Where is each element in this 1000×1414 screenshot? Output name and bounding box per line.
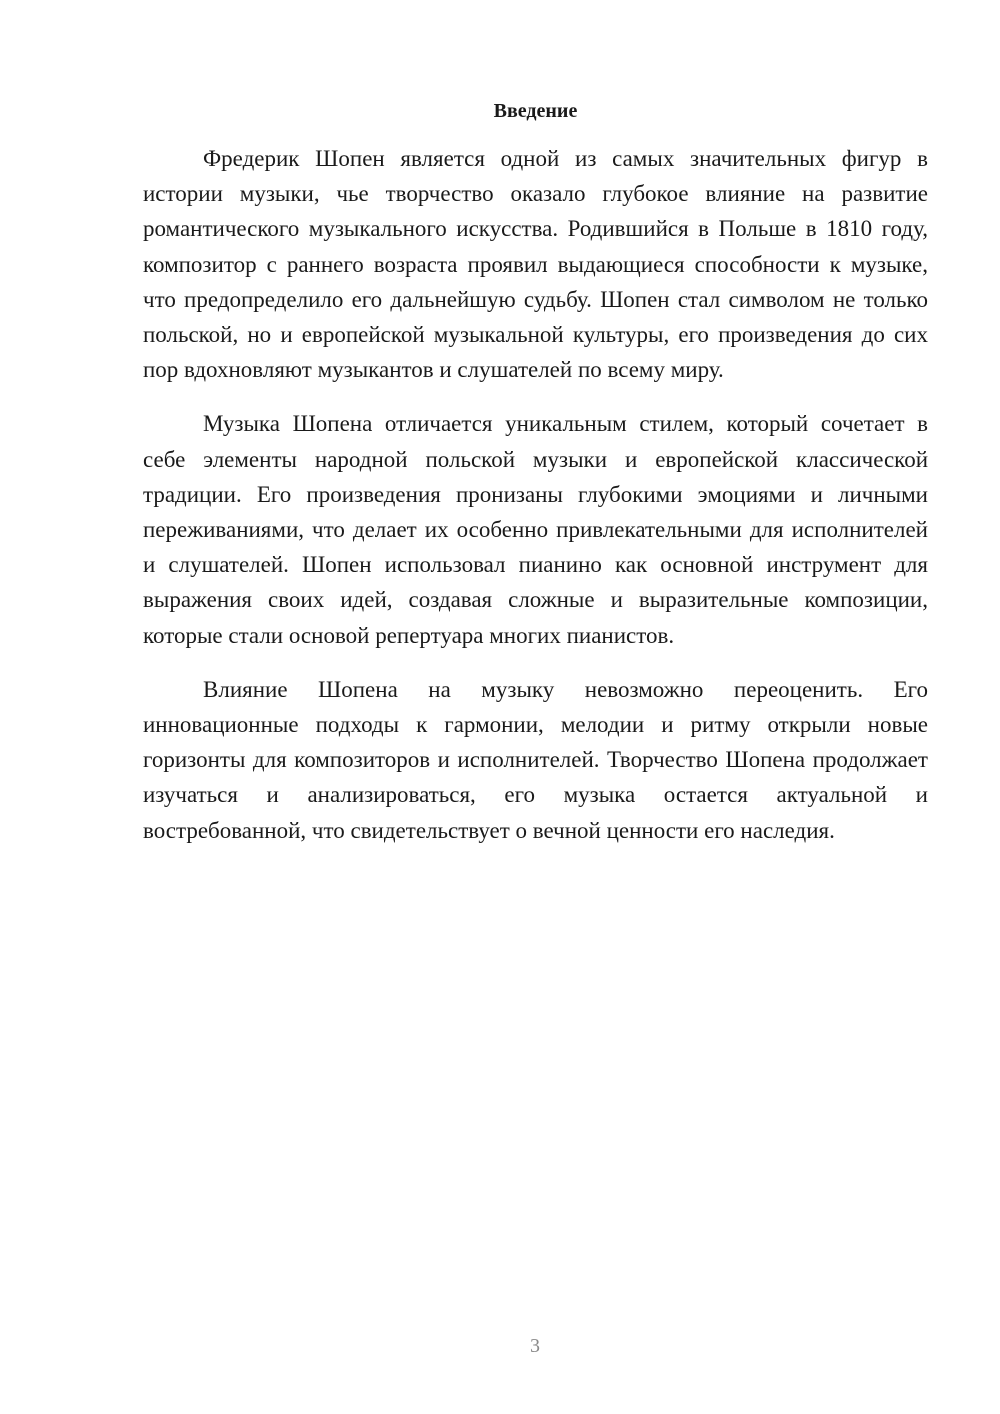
document-body xyxy=(143,141,928,867)
paragraph-2: Музыка Шопена отличается уникальным стилем, который сочетает в себе элементы народной польской музыки и европейской классической традиции. Его произведения пронизаны глубокими эмоциями и личными переживаниями, что делает их особенно привлекательными для исполнителей и слушателей. Шопен использовал пианино как основной инструмент для выражения своих идей, создавая сложные и выразительные композиции, которые стали основой репертуара многих пианистов. xyxy=(143,411,928,648)
paragraph-1: Фредерик Шопен является одной из самых значительных фигур в истории музыки, чье творчество оказало глубокое влияние на развитие романтического музыкального искусства. Родившийся в Польше в 1810 году, композитор с раннего возраста проявил выдающиеся способности к музыке, что предопределило его дальнейшую судьбу. Шопен стал символом не только польской, но и европейской музыкальной культуры, его произведения до сих пор вдохновляют музыкантов и слушателей по всему миру. xyxy=(143,146,928,383)
page-title: Введение xyxy=(493,100,578,122)
paragraph-3: Влияние Шопена на музыку невозможно переоценить. Его инновационные подходы к гармонии, мелодии и ритму открыли новые горизонты для композиторов и исполнителей. Творчество Шопена продолжает изучаться и анализироваться, его музыка остается актуальной и востребованной, что свидетельствует о вечной ценности его наследия. xyxy=(143,676,928,843)
page-number: 3 xyxy=(530,1335,540,1357)
